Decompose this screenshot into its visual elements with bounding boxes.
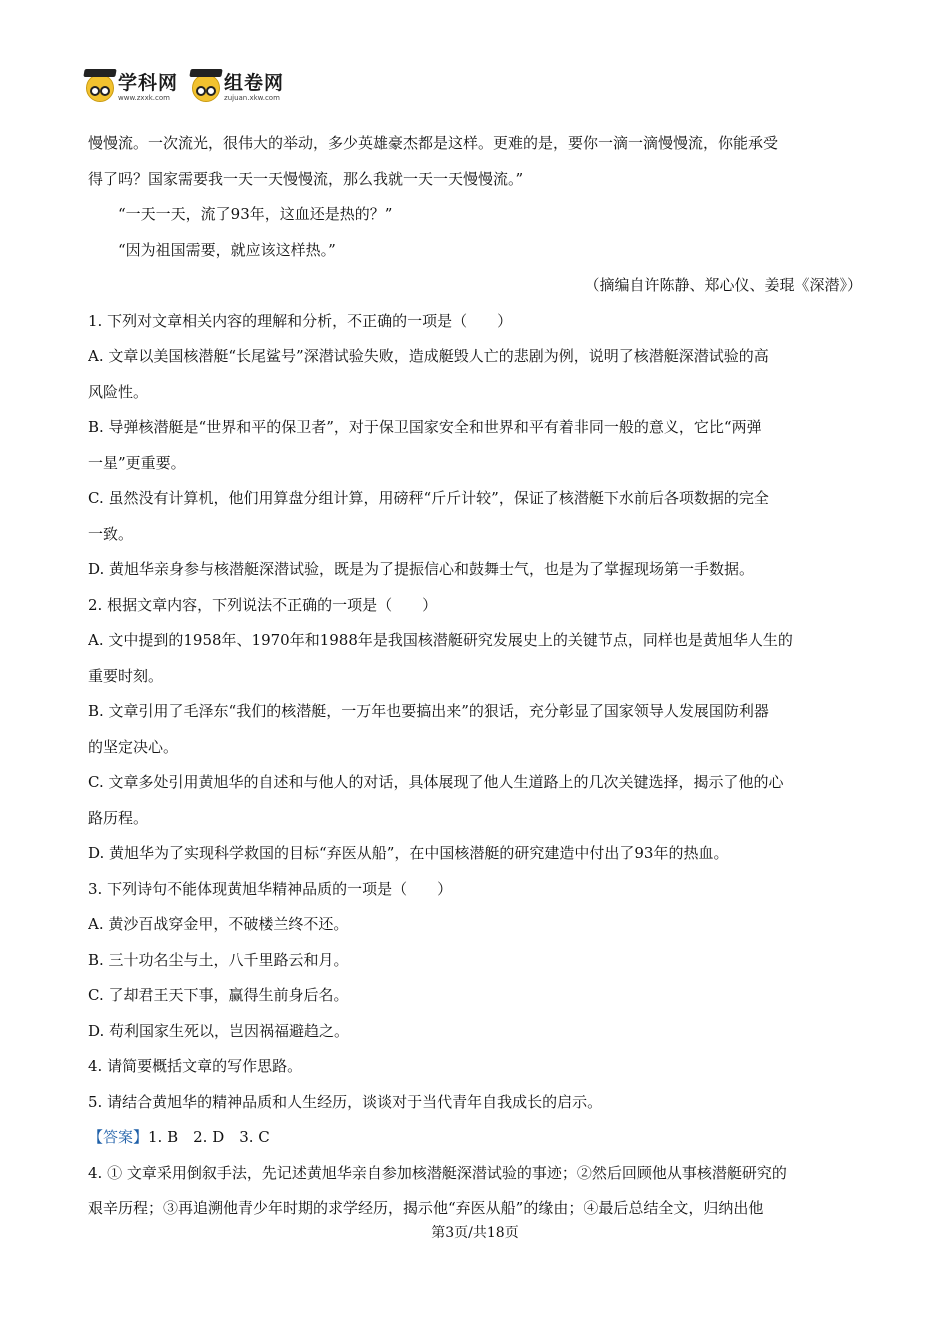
passage-source: （摘编自许陈静、郑心仪、姜琨《深潜》） bbox=[584, 276, 862, 294]
logo1-url: www.zxxk.com bbox=[118, 94, 170, 102]
q1-option-a-cont: 风险性。 bbox=[88, 382, 149, 401]
question-5: 5. 请结合黄旭华的精神品质和人生经历，谈谈对于当代青年自我成长的启示。 bbox=[88, 1092, 603, 1111]
answer-line bbox=[88, 1120, 862, 1156]
logo2-url: zujuan.xkw.com bbox=[224, 94, 280, 102]
question-2-stem: 2. 根据文章内容，下列说法不正确的一项是（ ） bbox=[88, 595, 438, 614]
answer-q4-line: 4. ① 文章采用倒叙手法，先记述黄旭华亲自参加核潜艇深潜试验的事迹；②然后回顾他从事核潜艇研究的 bbox=[88, 1163, 787, 1182]
passage-line: 得了吗？国家需要我一天一天慢慢流，那么我就一天一天慢慢流。” bbox=[88, 169, 524, 188]
question-4: 4. 请简要概括文章的写作思路。 bbox=[88, 1057, 303, 1075]
q1-option-b-cont: 一星”更重要。 bbox=[88, 453, 186, 472]
page-number: 第3页/共18页 bbox=[431, 1225, 519, 1241]
q2-option-a-cont: 重要时刻。 bbox=[88, 666, 164, 685]
logo1-name: 学科网 bbox=[118, 72, 179, 94]
q2-option-c-cont: 路历程。 bbox=[88, 808, 149, 827]
q2-option-b: B. 文章引用了毛泽东“我们的核潜艇，一万年也要搞出来”的狠话，充分彰显了国家领导人发展国防利器 bbox=[88, 702, 769, 720]
logo2-name: 组卷网 bbox=[224, 72, 285, 94]
answer-q4-line: 艰辛历程；③再追溯他青少年时期的求学经历，揭示他“弃医从船”的缘由；④最后总结全文，归纳出他 bbox=[88, 1199, 764, 1217]
q3-option-d: D. 苟利国家生死以，岂因祸福避趋之。 bbox=[88, 1021, 350, 1040]
q2-option-c: C. 文章多处引用黄旭华的自述和与他人的对话，具体展现了他人生道路上的几次关键选择，揭示了他的心 bbox=[88, 773, 784, 791]
zxxk-logo bbox=[86, 74, 178, 102]
zujuan-logo bbox=[192, 74, 284, 102]
question-3-stem: 3. 下列诗句不能体现黄旭华精神品质的一项是（ ） bbox=[88, 879, 453, 898]
q3-option-c: C. 了却君王天下事，赢得生前身后名。 bbox=[88, 986, 349, 1004]
q1-option-c: C. 虽然没有计算机，他们用算盘分组计算，用磅秤“斤斤计较”，保证了核潜艇下水前后各项数据的完全 bbox=[88, 489, 769, 507]
passage-line: 慢慢流。一次流光，很伟大的举动，多少英雄豪杰都是这样。更难的是，要你一滴一滴慢慢流，你能承受 bbox=[88, 134, 779, 152]
q3-option-b: B. 三十功名尘与土，八千里路云和月。 bbox=[88, 950, 349, 969]
q1-option-b: B. 导弹核潜艇是“世界和平的保卫者”，对于保卫国家安全和世界和平有着非同一般的意义，它比“两弹 bbox=[88, 418, 762, 436]
mascot-icon bbox=[192, 74, 220, 102]
passage-line: “因为祖国需要，就应该这样热。” bbox=[118, 240, 336, 259]
question-1-stem: 1. 下列对文章相关内容的理解和分析，不正确的一项是（ ） bbox=[88, 311, 513, 330]
page-content bbox=[88, 126, 862, 1227]
header-logos bbox=[86, 70, 284, 106]
q1-option-a: A. 文章以美国核潜艇“长尾鲨号”深潜试验失败，造成艇毁人亡的悲剧为例，说明了核潜艇深潜试验的高 bbox=[88, 347, 769, 365]
q1-option-d: D. 黄旭华亲身参与核潜艇深潜试验，既是为了提振信心和鼓舞士气，也是为了掌握现场第一手数据。 bbox=[88, 560, 755, 578]
q2-option-b-cont: 的坚定决心。 bbox=[88, 737, 179, 756]
passage-line: “一天一天，流了93年，这血还是热的？” bbox=[118, 205, 393, 223]
answer-choices: 1. B 2. D 3. C bbox=[148, 1128, 270, 1146]
q2-option-a: A. 文中提到的1958年、1970年和1988年是我国核潜艇研究发展史上的关键节点，同样也是黄旭华人生的 bbox=[88, 631, 793, 649]
q1-option-c-cont: 一致。 bbox=[88, 524, 134, 543]
q3-option-a: A. 黄沙百战穿金甲，不破楼兰终不还。 bbox=[88, 915, 349, 933]
answer-tag: 【答案】 bbox=[88, 1128, 149, 1146]
mascot-icon bbox=[86, 74, 114, 102]
q2-option-d: D. 黄旭华为了实现科学救国的目标“弃医从船”，在中国核潜艇的研究建造中付出了93年的热血。 bbox=[88, 844, 729, 862]
